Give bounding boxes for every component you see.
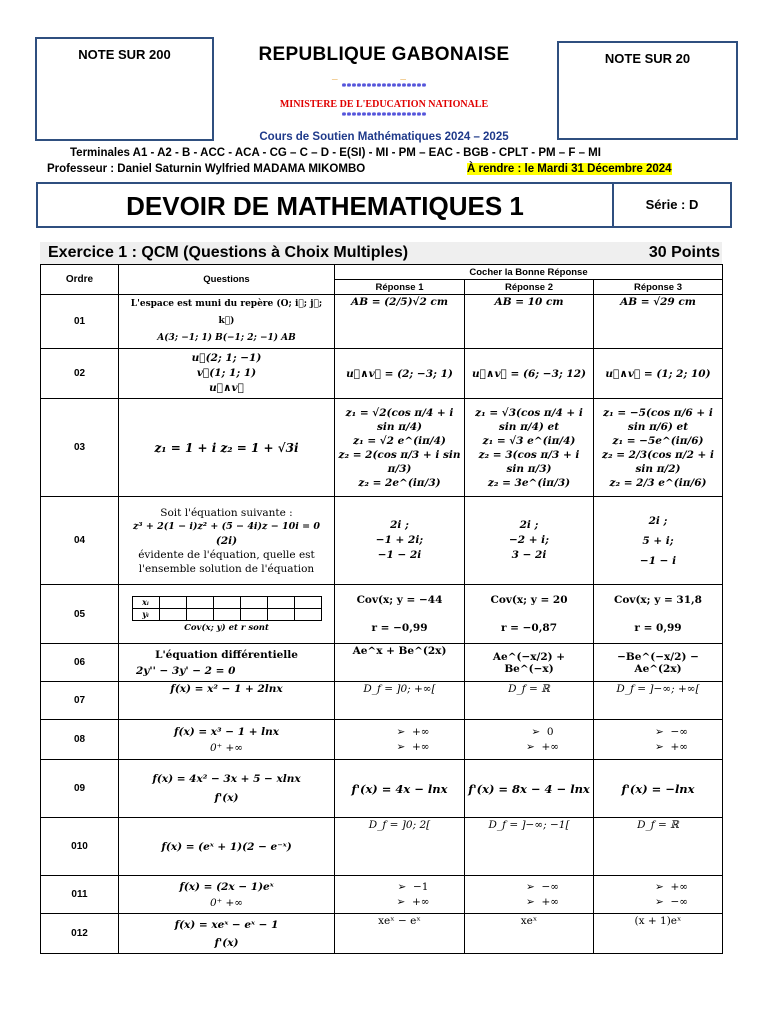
answer-3[interactable]: D_f = ℝ [594,818,723,876]
data-grid [132,596,322,621]
row-order: 04 [41,497,119,585]
answer-line: z₂ = 2/3 e^(iπ/6) [609,476,707,489]
table-row [41,644,723,682]
answer-line: 5 + i; [642,534,674,547]
question-line: Soit l'équation suivante : [160,506,293,519]
question-line: v⃗(1; 1; 1) [196,367,257,379]
question-line: z³ + 2(1 − i)z² + (5 − 4i)z − 10i = 0 [132,520,321,532]
answer-line: ➢ +∞ [396,895,430,908]
table-row [41,497,723,585]
row-order: 02 [41,349,119,399]
row-order: 09 [41,760,119,818]
answer-2[interactable] [465,497,594,585]
answer-3[interactable] [594,876,723,914]
arrow-bullet-icon: ➢ [525,895,542,908]
answer-3[interactable]: −Be^(−x/2) − Ae^(2x) [594,644,723,682]
answer-2[interactable]: u⃗∧v⃗ = (6; −3; 12) [465,349,594,399]
answer-2[interactable] [465,876,594,914]
qcm-table [40,264,723,954]
answer-3[interactable] [594,720,723,760]
question-line: f'(x) [214,936,239,949]
answer-1[interactable] [335,720,465,760]
table-row [41,760,723,818]
answer-line: ➢ +∞ [396,740,430,753]
arrow-bullet-icon: ➢ [525,740,542,753]
answer-2[interactable]: AB = 10 cm [465,295,594,349]
answer-line: 2i ; [648,514,668,527]
deadline-badge: À rendre : le Mardi 31 Décembre 2024 [467,163,672,175]
classes-line: Terminales A1 - A2 - B - ACC - ACA - CG – C – D - E(SI) - MI - PM – EAC - BGB - CPLT - PM – F – MI [70,147,601,159]
question-line: l'ensemble solution de l'équation [138,562,315,575]
answer-3[interactable] [594,585,723,644]
table-row [41,585,723,644]
question-line: évidente de l'équation, quelle est [138,548,315,561]
answer-1[interactable] [335,497,465,585]
arrow-bullet-icon: ➢ [654,725,671,738]
answer-1[interactable]: AB = (2/5)√2 cm [335,295,465,349]
arrow-bullet-icon: ➢ [396,740,412,753]
arrow-bullet-icon: ➢ [654,740,671,753]
header-questions: Questions [119,265,335,295]
answer-3[interactable] [594,399,723,497]
answer-line: 3 − 2i [511,549,547,561]
question-line: u⃗(2; 1; −1) [191,352,262,364]
question-cell [119,585,335,644]
answer-line: ➢ −∞ [525,880,560,893]
answer-line: z₁ = √2(cos π/4 + i sin π/4) [345,406,454,433]
row-order: 03 [41,399,119,497]
answer-3[interactable]: D_f = ]−∞; +∞[ [594,682,723,720]
answer-line: Cov(x; y = 31,8 [613,594,702,606]
answer-line: −1 − 2i [377,549,422,561]
answer-2[interactable] [465,585,594,644]
arrow-bullet-icon: ➢ [531,725,547,738]
answer-line: 2i ; [390,519,409,531]
answer-2[interactable]: xeˣ [465,914,594,954]
answer-2[interactable]: f'(x) = 8x − 4 − lnx [465,760,594,818]
answer-1[interactable] [335,399,465,497]
teacher-line: Professeur : Daniel Saturnin Wylfried MADAMA MIKOMBO [47,163,366,175]
answer-1[interactable] [335,585,465,644]
question-line: f(x) = (eˣ + 1)(2 − e⁻ˣ) [119,818,335,876]
note-label-200: NOTE SUR 200 [78,47,171,62]
row-order: 06 [41,644,119,682]
grid-label-x: xᵢ [132,596,159,608]
grid-label-y: yᵢ [132,608,159,620]
row-order: 08 [41,720,119,760]
answer-line: z₁ = √3 e^(iπ/4) [482,434,576,447]
answer-2[interactable]: D_f = ]−∞; −1[ [465,818,594,876]
exercise-points: 30 Points [648,244,720,261]
stars-line-bottom: ***************** [341,111,427,122]
arrow-bullet-icon: ➢ [654,880,671,893]
answer-line: r = −0,99 [371,622,428,634]
question-line: L'équation différentielle [155,648,298,661]
question-line: (2i) [215,534,238,547]
answer-line: ➢ 0 [531,725,554,738]
answer-line: z₁ = √2 e^(iπ/4) [353,434,446,447]
answer-3[interactable]: (x + 1)eˣ [594,914,723,954]
arrow-bullet-icon: ➢ [654,895,671,908]
row-order: 01 [41,295,119,349]
question-line: f(x) = x³ − 1 + lnx [173,725,280,738]
answer-1[interactable]: u⃗∧v⃗ = (2; −3; 1) [335,349,465,399]
answer-3[interactable] [594,497,723,585]
answer-line: −1 + 2i; [375,534,424,546]
question-line: 0⁺ +∞ [209,741,244,754]
row-order: 011 [41,876,119,914]
table-row [41,682,723,720]
table-row [41,295,723,349]
question-line: f(x) = x² − 1 + 2lnx [119,682,335,720]
answer-3[interactable]: AB = √29 cm [594,295,723,349]
answer-line: −1 − i [639,554,677,567]
answer-line: ➢ +∞ [396,725,430,738]
answer-line: z₂ = 2/3(cos π/2 + i sin π/2) [602,448,714,475]
header-reponse-3: Réponse 3 [594,280,723,295]
answer-1[interactable]: D_f = ]0; 2[ [335,818,465,876]
answer-line: z₂ = 3e^(iπ/3) [487,476,571,489]
answer-line: −2 + i; [508,534,550,546]
answer-line: ➢ −1 [397,880,429,893]
header-cocher: Cocher la Bonne Réponse [335,265,723,280]
republic-title: REPUBLIQUE GABONAISE [258,44,510,65]
exercise-header [40,242,722,264]
row-order: 07 [41,682,119,720]
row-order: 010 [41,818,119,876]
answer-2[interactable]: D_f = ℝ [465,682,594,720]
exam-title: DEVOIR DE MATHEMATIQUES 1 [38,184,614,226]
question-line: A(3; −1; 1) B(−1; 2; −1) AB [157,333,296,343]
answer-line: ➢ −∞ [654,895,689,908]
answer-line: z₁ = −5e^(iπ/6) [612,434,704,447]
table-row [41,914,723,954]
serie-label: Série : D [645,197,699,212]
header-reponse-1: Réponse 1 [335,280,465,295]
answer-line: ➢ +∞ [654,740,689,753]
answer-line: Cov(x; y = −44 [356,594,443,606]
answer-1[interactable]: xeˣ − eˣ [335,914,465,954]
stars-line-top: ***************** [341,82,427,93]
answer-line: ➢ +∞ [525,740,560,753]
answer-line: z₂ = 2e^(iπ/3) [358,476,441,489]
course-title: Cours de Soutien Mathématiques 2024 – 2025 [259,131,509,143]
table-row [41,818,723,876]
table-row [41,399,723,497]
answer-line: ➢ −∞ [654,725,689,738]
question-line: 0⁺ +∞ [209,896,244,909]
question-line: f(x) = xeˣ − eˣ − 1 [174,918,279,931]
question-line: 2y'' − 3y' − 2 = 0 [136,664,236,677]
answer-line: ➢ +∞ [654,880,689,893]
answer-line: ➢ +∞ [525,895,560,908]
table-row [41,349,723,399]
answer-line: Cov(x; y = 20 [490,594,568,606]
answer-3[interactable]: u⃗∧v⃗ = (1; 2; 10) [594,349,723,399]
header-ordre: Ordre [41,265,119,295]
arrow-bullet-icon: ➢ [525,880,542,893]
answer-line: r = −0,87 [500,622,557,634]
question-line: z₁ = 1 + i z₂ = 1 + √3i [119,399,335,497]
answer-line: z₁ = −5(cos π/6 + i sin π/6) et [603,406,713,433]
arrow-bullet-icon: ➢ [397,880,413,893]
answer-line: r = 0,99 [634,622,682,634]
answer-1[interactable]: D_f = ]0; +∞[ [335,682,465,720]
question-line: f'(x) [214,791,239,804]
answer-2[interactable] [465,720,594,760]
note-label-20: NOTE SUR 20 [604,51,691,66]
answer-line: z₁ = √3(cos π/4 + i sin π/4) et [475,406,583,433]
table-row [41,876,723,914]
question-line: f(x) = 4x² − 3x + 5 − xlnx [152,772,301,785]
exam-title-box [36,182,732,228]
answer-2[interactable] [465,399,594,497]
answer-line: z₂ = 3(cos π/3 + i sin π/3) [478,448,580,475]
question-line: Cov(x; y) et r sont [184,622,269,633]
table-row [41,720,723,760]
question-line: L'espace est muni du repère (O; i⃗; j⃗; k⃗) [130,299,323,326]
arrow-bullet-icon: ➢ [396,725,412,738]
ministry-title: MINISTERE DE L'EDUCATION NATIONALE [279,99,489,110]
answer-line: 2i ; [519,519,539,531]
answer-2[interactable]: Ae^(−x/2) + Be^(−x) [465,644,594,682]
row-order: 05 [41,585,119,644]
answer-1[interactable]: f'(x) = 4x − lnx [335,760,465,818]
answer-1[interactable]: Ae^x + Be^(2x) [335,644,465,682]
exercise-title: Exercice 1 : QCM (Questions à Choix Multiples) [48,244,409,261]
question-line: u⃗∧v⃗ [209,382,244,394]
answer-1[interactable] [335,876,465,914]
answer-3[interactable]: f'(x) = −lnx [594,760,723,818]
header-reponse-2: Réponse 2 [465,280,594,295]
answer-line: z₂ = 2(cos π/3 + i sin π/3) [338,448,461,475]
arrow-bullet-icon: ➢ [396,895,412,908]
row-order: 012 [41,914,119,954]
dash-decoration: _ _ [332,70,436,81]
question-line: f(x) = (2x − 1)eˣ [179,880,274,893]
